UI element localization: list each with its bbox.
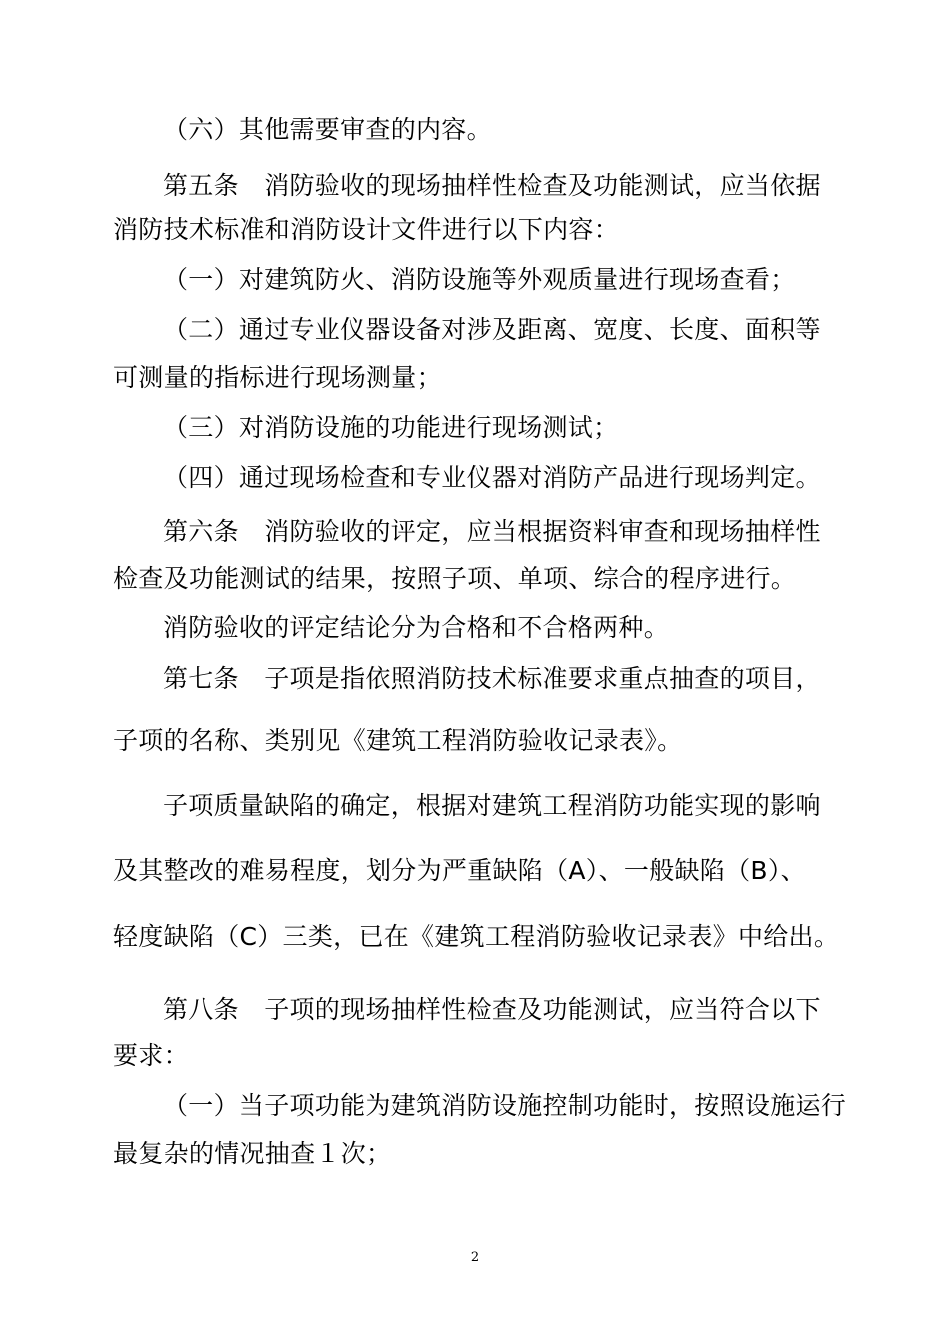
text-line: 及其整改的难易程度，划分为严重缺陷（A）、一般缺陷（B）、 bbox=[113, 856, 806, 885]
text-line: 子项的名称、类别见《建筑工程消防验收记录表》。 bbox=[113, 726, 683, 755]
text-line: 第八条 子项的现场抽样性检查及功能测试，应当符合以下 bbox=[163, 995, 821, 1024]
text-line: 轻度缺陷（C）三类，已在《建筑工程消防验收记录表》中给出。 bbox=[113, 922, 840, 951]
text-line: （六）其他需要审查的内容。 bbox=[163, 115, 492, 144]
page-number: 2 bbox=[470, 1250, 480, 1265]
text-line: 子项质量缺陷的确定，根据对建筑工程消防功能实现的影响 bbox=[163, 791, 821, 820]
text-line: （二）通过专业仪器设备对涉及距离、宽度、长度、面积等 bbox=[163, 315, 821, 344]
text-line: 消防技术标准和消防设计文件进行以下内容： bbox=[113, 215, 620, 244]
text-line: （四）通过现场检查和专业仪器对消防产品进行现场判定。 bbox=[163, 463, 821, 492]
text-line: 第五条 消防验收的现场抽样性检查及功能测试，应当依据 bbox=[163, 171, 821, 200]
text-line: 检查及功能测试的结果，按照子项、单项、综合的程序进行。 bbox=[113, 564, 797, 593]
text-line: 可测量的指标进行现场测量； bbox=[113, 363, 442, 392]
text-line: 第七条 子项是指依照消防技术标准要求重点抽查的项目， bbox=[163, 664, 821, 693]
text-line: （一）当子项功能为建筑消防设施控制功能时，按照设施运行 bbox=[163, 1091, 847, 1120]
text-line: 第六条 消防验收的评定，应当根据资料审查和现场抽样性 bbox=[163, 517, 821, 546]
text-line: （三）对消防设施的功能进行现场测试； bbox=[163, 413, 619, 442]
text-line: 要求： bbox=[113, 1041, 189, 1070]
text-line: 最复杂的情况抽查１次； bbox=[113, 1139, 392, 1168]
text-line: （一）对建筑防火、消防设施等外观质量进行现场查看； bbox=[163, 265, 796, 294]
text-line: 消防验收的评定结论分为合格和不合格两种。 bbox=[163, 613, 670, 642]
